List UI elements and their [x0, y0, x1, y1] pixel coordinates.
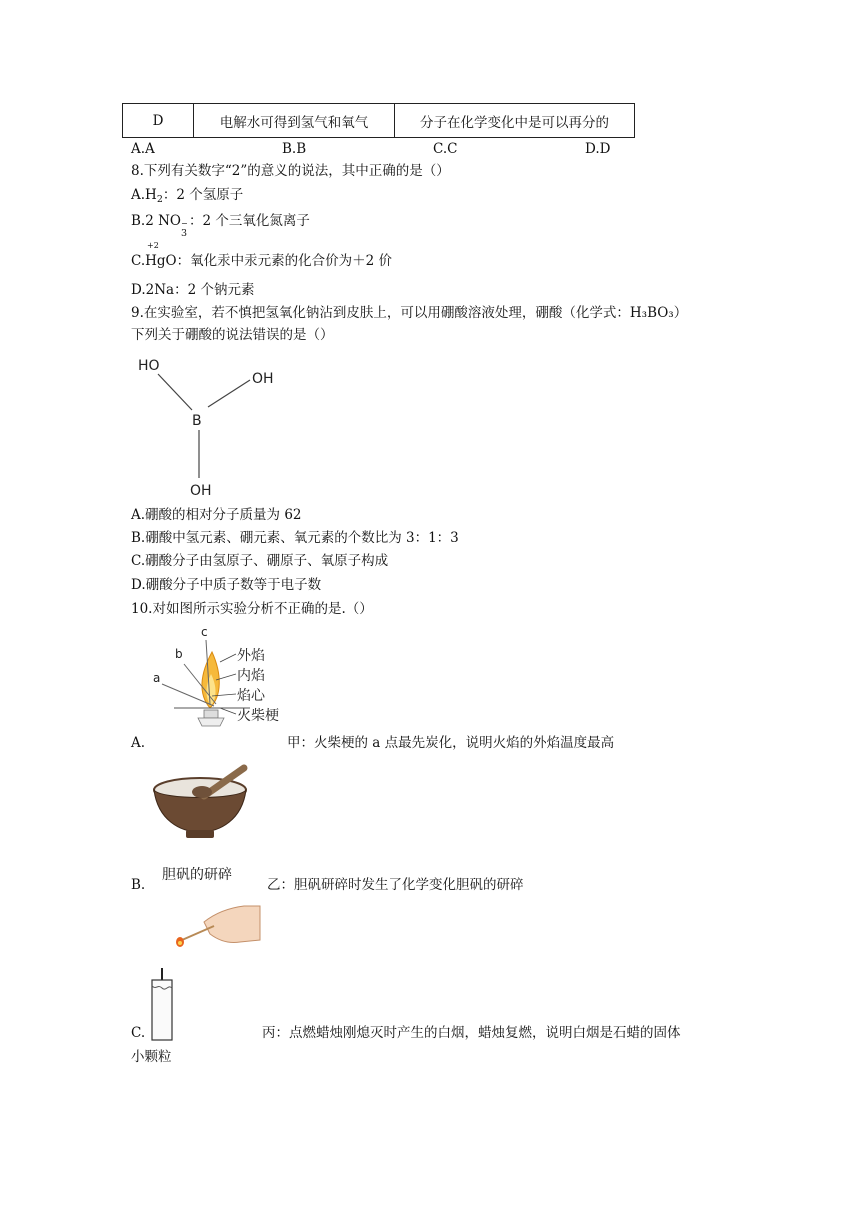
hand-shape — [204, 906, 260, 943]
flame-label-inner: 内焰 — [237, 668, 265, 684]
q10-option-c-prefix: C. — [131, 1025, 146, 1041]
q7-option-c: C.C — [433, 141, 458, 157]
mortar-pestle-image — [150, 762, 260, 842]
q10-stem: 10.对如图所示实验分析不正确的是.（） — [131, 601, 373, 617]
answer-table-row-d — [122, 103, 635, 138]
q9-option-d: D.硼酸分子中质子数等于电子数 — [131, 577, 322, 593]
q10-option-a-prefix: A. — [131, 735, 146, 751]
flame-label-core: 焰心 — [237, 688, 265, 704]
hand-match-image — [170, 902, 262, 950]
flame-label-outer: 外焰 — [237, 648, 265, 664]
q8-option-c-charge: +2 — [147, 241, 159, 250]
q9-option-a: A.硼酸的相对分子质量为 62 — [131, 507, 302, 523]
mortar-foot — [186, 830, 214, 838]
structure-b-label: B — [192, 413, 202, 429]
match-flame-diagram — [150, 622, 280, 730]
boric-acid-structure-diagram — [130, 350, 290, 500]
lamp-wick-holder — [204, 710, 218, 718]
flame-label-match: 火柴梗 — [237, 708, 279, 724]
q8-option-a: $A.H_2$：2 个氢原子 — [131, 187, 244, 205]
candle-image — [148, 966, 178, 1042]
structure-oh-bottom-label: OH — [190, 483, 212, 499]
match-flame-core — [178, 941, 182, 945]
structure-oh-right-label: OH — [252, 371, 274, 387]
table-cell-fact: 电解水可得到氢气和氧气 — [194, 104, 395, 138]
flame-label-b: b — [175, 647, 183, 661]
mortar-caption: 胆矾的研碎 — [162, 867, 232, 883]
leader-line — [220, 654, 236, 662]
flame-label-c: c — [201, 625, 208, 639]
candle-body — [152, 980, 172, 1040]
table-cell-explanation: 分子在化学变化中是可以再分的 — [395, 104, 635, 138]
flame-label-a: a — [153, 671, 161, 685]
q8-option-c: C.HgO：氧化汞中汞元素的化合价为＋2 价 — [131, 253, 393, 269]
q9-stem-line1: 9.在实验室，若不慎把氢氧化钠沾到皮肤上，可以用硼酸溶液处理，硼酸（化学式：H₃BO₃） — [131, 305, 688, 321]
q10-option-b-text: 乙：胆矾研碎时发生了化学变化胆矾的研碎 — [267, 877, 524, 893]
q9-option-b: B.硼酸中氢元素、硼元素、氧元素的个数比为 3：1：3 — [131, 530, 459, 546]
leader-line — [220, 708, 236, 714]
q10-option-c-text-line2: 小颗粒 — [131, 1049, 172, 1065]
lamp-base — [198, 718, 224, 726]
q8-option-b: B.2 NO − 3 ：2 个三氧化氮离子 — [131, 213, 310, 239]
q8-option-d: D.2Na：2 个钠元素 — [131, 282, 255, 298]
q9-option-c: C.硼酸分子由氢原子、硼原子、氧原子构成 — [131, 553, 389, 569]
bond-line — [158, 374, 192, 410]
bond-line — [208, 380, 250, 407]
q7-option-a: A.A — [131, 141, 155, 157]
structure-ho-label: HO — [138, 358, 160, 374]
q10-option-b-prefix: B. — [131, 877, 146, 893]
q10-option-a-text: 甲：火柴梗的 a 点最先炭化，说明火焰的外焰温度最高 — [287, 735, 615, 751]
pestle-head — [192, 786, 212, 798]
q8-stem: 8.下列有关数字“2”的意义的说法，其中正确的是（） — [131, 163, 450, 179]
table-cell-letter: D — [123, 104, 194, 138]
q10-option-c-text: 丙：点燃蜡烛刚熄灭时产生的白烟，蜡烛复燃，说明白烟是石蜡的固体 — [262, 1025, 681, 1041]
q9-stem-line2: 下列关于硼酸的说法错误的是（） — [131, 327, 334, 343]
q7-option-d: D.D — [585, 141, 611, 157]
q7-option-b: B.B — [282, 141, 307, 157]
